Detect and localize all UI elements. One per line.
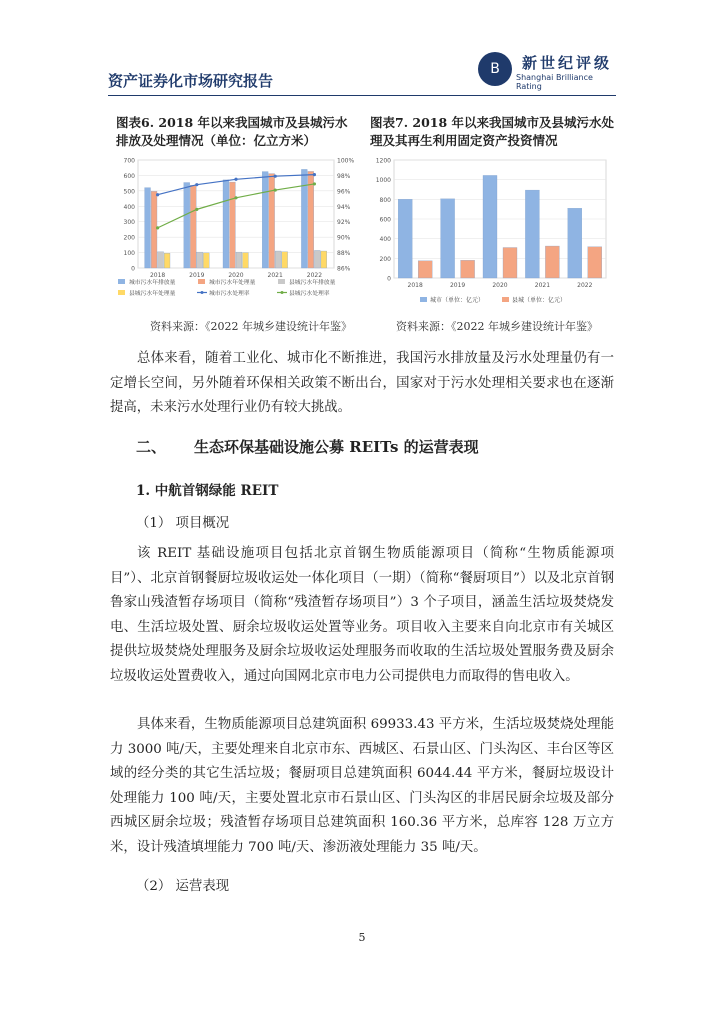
- bar: [158, 252, 164, 268]
- bar: [236, 252, 242, 268]
- y-tick-label: 200: [379, 255, 391, 263]
- y-tick-label: 0: [387, 275, 391, 283]
- x-tick-label: 2018: [149, 272, 166, 279]
- legend-swatch: [198, 279, 205, 284]
- bar: [308, 171, 314, 268]
- y-tick-label: 0: [131, 265, 135, 273]
- bar: [282, 252, 288, 268]
- figure-6-title: 图表6. 2018 年以来我国城市及县城污水排放及处理情况（单位：亿立方米）: [116, 115, 348, 148]
- section-number: 二、: [136, 438, 167, 456]
- line-point: [195, 183, 198, 186]
- bar: [503, 248, 517, 278]
- bar: [398, 199, 412, 278]
- x-tick-label: 2021: [534, 282, 551, 289]
- bar: [441, 199, 455, 278]
- bar: [525, 190, 539, 278]
- legend-swatch-point: [201, 291, 204, 294]
- bar: [314, 250, 320, 268]
- bar: [269, 174, 275, 268]
- logo-english-name: Shanghai Brilliance Rating: [516, 73, 593, 91]
- legend-swatch: [118, 290, 125, 295]
- line-point: [195, 208, 198, 211]
- x-tick-label: 2019: [189, 272, 205, 279]
- legend-label: 县城污水处理率: [289, 291, 330, 297]
- figure-7-source: 资料来源：《2022 年城乡建设统计年鉴》: [396, 320, 598, 333]
- section-title: 生态环保基础设施公募 REITs 的运营表现: [194, 438, 479, 456]
- line-point: [313, 173, 316, 176]
- bar: [203, 253, 209, 268]
- legend-swatch: [502, 297, 509, 302]
- legend-label: 城市污水年处理量: [209, 280, 256, 286]
- x-tick-label: 2020: [492, 282, 508, 289]
- x-tick-label: 2021: [267, 272, 283, 279]
- x-tick-label: 2018: [407, 282, 423, 289]
- y2-tick-label: 92%: [337, 219, 351, 227]
- bar: [545, 246, 559, 278]
- legend-swatch: [420, 297, 427, 302]
- bar: [275, 251, 281, 268]
- summary-paragraph: [110, 347, 614, 421]
- legend-label: 县城污水年排放量: [289, 280, 336, 286]
- line-point: [156, 193, 159, 196]
- page-number: 5: [358, 931, 366, 944]
- line-point: [313, 182, 316, 185]
- subsection-heading: 1. 中航首钢绿能 REIT: [136, 483, 279, 499]
- y-tick-label: 500: [123, 188, 135, 196]
- line-point: [274, 175, 277, 178]
- bar: [418, 261, 432, 278]
- bar: [568, 208, 582, 278]
- y-tick-label: 400: [123, 203, 135, 211]
- y2-tick-label: 94%: [337, 203, 351, 211]
- bar: [588, 247, 602, 278]
- line-point: [156, 226, 159, 229]
- y2-tick-label: 90%: [337, 234, 351, 242]
- y-tick-label: 300: [123, 219, 135, 227]
- bar: [223, 180, 229, 268]
- x-tick-label: 2020: [228, 272, 244, 279]
- legend-swatch-point: [281, 291, 284, 294]
- bar: [184, 183, 190, 268]
- x-tick-label: 2019: [449, 282, 466, 289]
- legend-swatch: [278, 279, 285, 284]
- operating-performance-heading: （2） 运营表现: [136, 879, 230, 894]
- y2-tick-label: 88%: [337, 250, 351, 258]
- legend-label: 城市污水处理率: [209, 291, 250, 297]
- y-tick-label: 700: [123, 157, 135, 165]
- company-logo: [478, 52, 618, 90]
- legend-label: 城市（单位：亿元）: [430, 297, 485, 304]
- bar: [230, 182, 236, 268]
- project-overview-paragraph: [110, 542, 614, 689]
- legend-label: 县城（单位：亿元）: [512, 297, 567, 304]
- logo-chinese-name: 新世纪评级: [522, 54, 613, 72]
- figure-6-source: 资料来源：《2022 年城乡建设统计年鉴》: [150, 320, 352, 333]
- line-point: [234, 196, 237, 199]
- bar: [243, 253, 249, 268]
- bar: [321, 251, 327, 268]
- x-tick-label: 2022: [577, 282, 593, 289]
- y2-tick-label: 86%: [337, 265, 351, 273]
- bar: [301, 169, 307, 268]
- bar: [483, 175, 497, 278]
- figure-7-title: 图表7. 2018 年以来我国城市及县城污水处理及其再生利用固定资产投资情况: [370, 115, 615, 148]
- x-tick-label: 2022: [306, 272, 323, 279]
- bar: [151, 191, 157, 268]
- bar: [145, 188, 151, 268]
- y-tick-label: 800: [379, 196, 391, 204]
- project-detail-paragraph: [110, 713, 614, 860]
- y-tick-label: 400: [379, 236, 391, 244]
- header-divider: [108, 95, 616, 96]
- report-header-title: 资产证券化市场研究报告: [108, 72, 274, 90]
- y2-tick-label: 96%: [337, 188, 351, 196]
- y-tick-label: 600: [123, 172, 135, 180]
- bar: [190, 185, 196, 268]
- project-detail-text: 具体来看，生物质能源项目总建筑面积 69933.43 平方米，生活垃圾焚烧处理能力 3000 吨/天，主要处理来自北京市东、西城区、石景山区、门头沟区、丰台区等区域的经分类的其它生活垃圾；餐厨项目总建筑面积 6044.44 平方米，餐厨垃圾设计处理能力 100 吨/天，主要处置北京市石景山区、门头沟区的非居民厨余垃圾及部分西城区厨余垃圾；残渣暂存场项目总建筑面积 160.36 平方米，总库容 128 万立方米，设计残渣填埋能力 700 吨/天、渗沥液处理能力 35 吨/天。: [110, 717, 614, 855]
- y2-tick-label: 100%: [337, 157, 355, 165]
- bar: [164, 253, 170, 268]
- chart-figure-6: [112, 152, 362, 312]
- y-tick-label: 1200: [375, 157, 391, 165]
- logo-mark: B: [478, 52, 512, 86]
- project-overview-text: 该 REIT 基础设施项目包括北京首钢生物质能源项目（简称“生物质能源项目”）、北京首钢餐厨垃圾收运处一体化项目（一期）（简称“餐厨项目”）以及北京首钢鲁家山残渣暂存场项目（简称“残渣暂存场项目”）3 个子项目，涵盖生活垃圾焚烧发电、生活垃圾处置、厨余垃圾收运处置等业务。项目收入主要来自向北京市有关城区提供垃圾焚烧处理服务及厨余垃圾收运处理服务而收取的生活垃圾处置服务费及厨余垃圾收运处置费收入，通过向国网北京市电力公司提供电力而取得的售电收入。: [110, 546, 614, 684]
- legend-label: 城市污水年排放量: [129, 280, 176, 286]
- line-point: [234, 178, 237, 181]
- section-heading: [136, 436, 479, 457]
- y2-tick-label: 98%: [337, 172, 351, 180]
- y-tick-label: 200: [123, 234, 135, 242]
- bar: [461, 260, 475, 278]
- y-tick-label: 600: [379, 216, 391, 224]
- line-point: [274, 188, 277, 191]
- y-tick-label: 1000: [375, 177, 391, 185]
- bar: [197, 252, 203, 268]
- chart-figure-7: [368, 152, 616, 308]
- legend-label: 县城污水年处理量: [129, 291, 176, 297]
- summary-text: 总体来看，随着工业化、城市化不断推进，我国污水排放量及污水处理量仍有一定增长空间，另外随着环保相关政策不断出台，国家对于污水处理相关要求也在逐渐提高，未来污水处理行业仍有较大挑战。: [110, 351, 614, 415]
- project-overview-heading: （1） 项目概况: [136, 516, 230, 531]
- y-tick-label: 100: [123, 250, 135, 258]
- legend-swatch: [118, 279, 125, 284]
- bar: [262, 172, 268, 268]
